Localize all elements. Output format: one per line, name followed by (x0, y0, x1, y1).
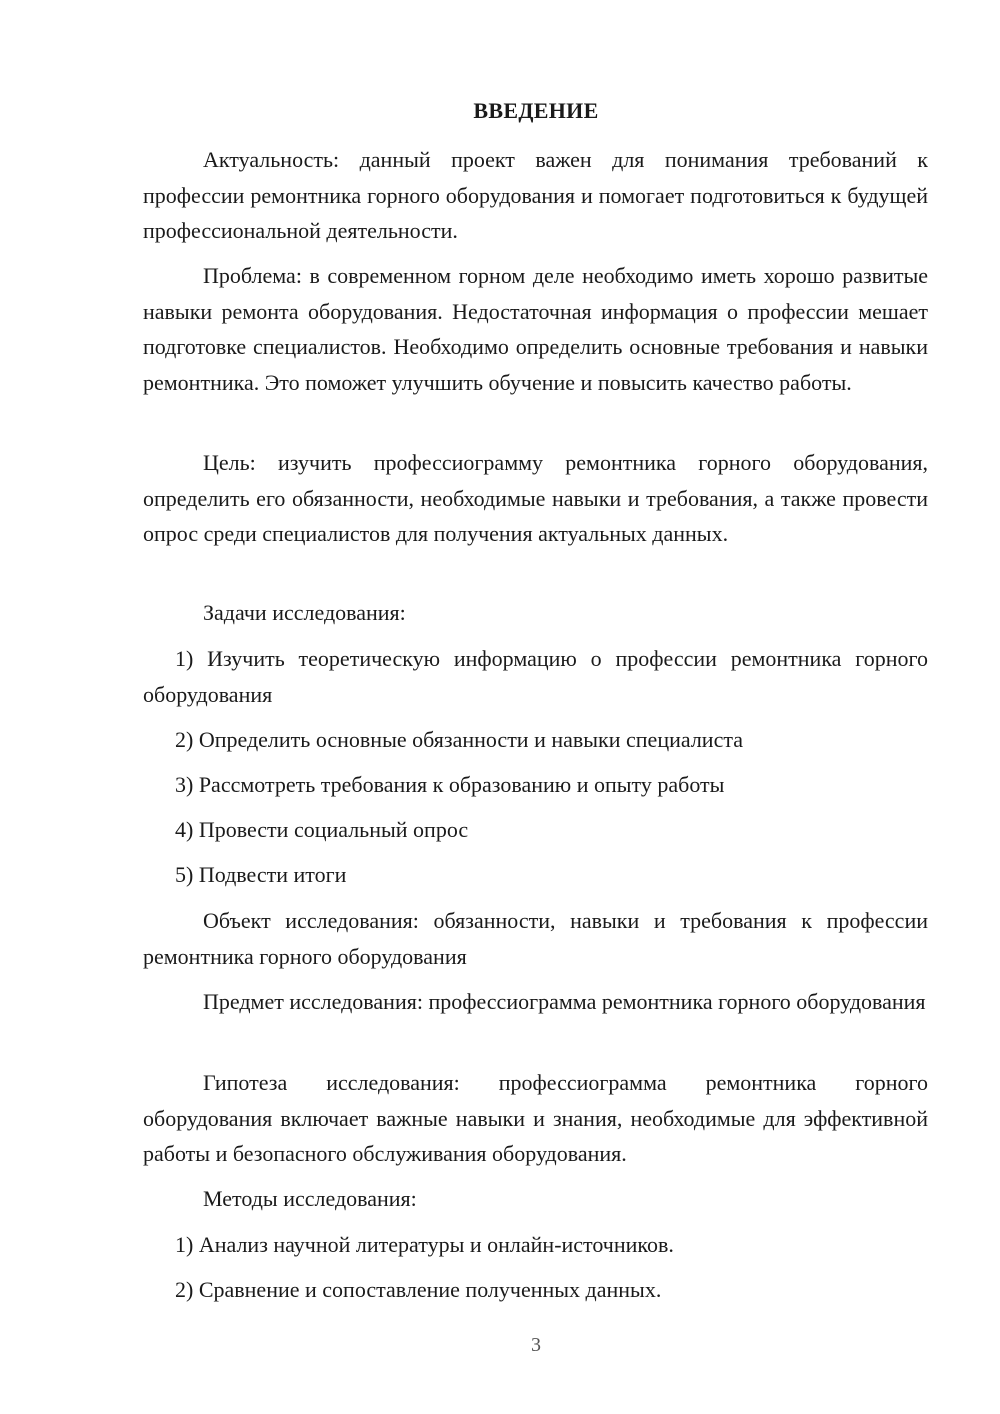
tasks-heading: Задачи исследования: (203, 600, 406, 625)
method-item-2: 2) Сравнение и сопоставление полученных данных. (175, 1277, 662, 1302)
problem-paragraph: Проблема: в современном горном деле необходимо иметь хорошо развитые навыки ремонта оборудования. Недостаточная информация о профессии мешает подготовке специалистов. Необходимо определить основные требования и навыки ремонтника. Это поможет улучшить обучение и повысить качество работы. (143, 263, 928, 395)
task-item-2: 2) Определить основные обязанности и навыки специалиста (175, 727, 743, 752)
page-number: 3 (531, 1334, 541, 1356)
relevance-paragraph: Актуальность: данный проект важен для понимания требований к профессии ремонтника горного оборудования и помогает подготовиться к будущей профессиональной деятельности. (143, 147, 928, 243)
method-item-1: 1) Анализ научной литературы и онлайн-источников. (175, 1232, 674, 1257)
object-paragraph: Объект исследования: обязанности, навыки и требования к профессии ремонтника горного оборудования (143, 908, 928, 969)
goal-paragraph: Цель: изучить профессиограмму ремонтника горного оборудования, определить его обязанности, необходимые навыки и требования, а также провести опрос среди специалистов для получения актуальных данных. (143, 450, 928, 546)
task-item-3: 3) Рассмотреть требования к образованию и опыту работы (175, 772, 725, 797)
methods-heading: Методы исследования: (203, 1186, 417, 1211)
subject-paragraph: Предмет исследования: профессиограмма ремонтника горного оборудования (203, 989, 926, 1014)
section-title: ВВЕДЕНИЕ (473, 98, 599, 123)
task-item-5: 5) Подвести итоги (175, 862, 347, 887)
task-item-4: 4) Провести социальный опрос (175, 817, 469, 842)
hypothesis-paragraph: Гипотеза исследования: профессиограмма ремонтника горного оборудования включает важные навыки и знания, необходимые для эффективной работы и безопасного обслуживания оборудования. (143, 1070, 928, 1166)
task-item-1: 1) Изучить теоретическую информацию о профессии ремонтника горного оборудования (143, 646, 928, 707)
